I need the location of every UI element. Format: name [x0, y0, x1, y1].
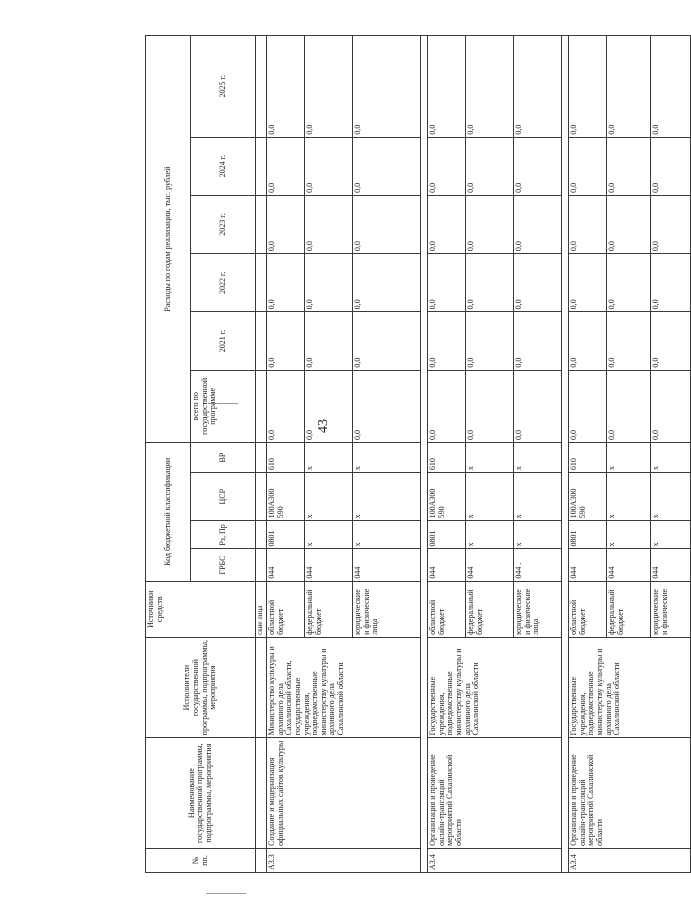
header-csr: ЦСР — [191, 473, 256, 521]
header-total: всего по государственной программе — [191, 370, 256, 442]
executor-cell: Министерство культуры и архивного дела Сахалинской области, государственные учреждения, подведомственные министерству культуры и архивного дела Сахалинской области — [267, 637, 421, 737]
source-cell: федеральный бюджет — [607, 581, 651, 637]
y2021-cell: 0,0 — [466, 312, 514, 370]
csr-cell: 100А300 590 — [267, 473, 305, 521]
header-source: Источники средств — [146, 581, 256, 637]
y2023-cell: 0,0 — [514, 195, 562, 253]
header-name: Наименование государственной программы, подпрограммы, мероприятия — [146, 738, 256, 849]
header-expenses: Расходы по годам реализации, тыс. рублей — [146, 36, 191, 443]
vr-cell: х — [466, 442, 514, 472]
y2023-cell: 0,0 — [305, 195, 353, 253]
grbs-cell: 044 — [267, 549, 305, 581]
csr-cell: х — [651, 473, 691, 521]
y2022-cell: 0,0 — [267, 254, 305, 312]
table-row — [267, 36, 305, 873]
source-cell: федеральный бюджет — [466, 581, 514, 637]
y2021-cell: 0,0 — [353, 312, 421, 370]
vr-cell: х — [514, 442, 562, 472]
carryover-source: ские лица — [256, 581, 267, 637]
page-number: 43 — [316, 419, 331, 433]
total-cell: 0,0 — [569, 370, 607, 442]
rzpr-cell: х — [651, 521, 691, 549]
source-cell: юридические и физические — [651, 581, 691, 637]
y2025-cell: 0,0 — [569, 36, 607, 138]
table-row — [569, 36, 607, 873]
source-cell: областной бюджет — [569, 581, 607, 637]
source-cell: юридические и физические лица — [353, 581, 421, 637]
y2022-cell: 0,0 — [466, 254, 514, 312]
y2021-cell: 0,0 — [514, 312, 562, 370]
grbs-cell: 044 — [607, 549, 651, 581]
row-number: А3.3 — [267, 848, 421, 872]
scan-line-bottom — [206, 893, 246, 894]
measure-name: Организация и проведение онлайн-трансляций мероприятий Сахалинской области — [569, 738, 691, 849]
header-year-2024: 2024 г. — [191, 137, 256, 195]
csr-cell: х — [353, 473, 421, 521]
rzpr-cell: 0801 — [267, 521, 305, 549]
y2024-cell: 0,0 — [514, 137, 562, 195]
header-year-2022: 2022 г. — [191, 254, 256, 312]
y2021-cell: 0,0 — [651, 312, 691, 370]
y2021-cell: 0,0 — [607, 312, 651, 370]
y2025-cell: 0,0 — [651, 36, 691, 138]
y2025-cell: 0,0 — [466, 36, 514, 138]
y2023-cell: 0,0 — [466, 195, 514, 253]
grbs-cell: 044 . — [514, 549, 562, 581]
y2021-cell: 0,0 — [305, 312, 353, 370]
total-cell: 0,0 — [607, 370, 651, 442]
rzpr-cell: х — [305, 521, 353, 549]
y2024-cell: 0,0 — [353, 137, 421, 195]
total-cell: 0,0 — [466, 370, 514, 442]
y2025-cell: 0,0 — [514, 36, 562, 138]
y2024-cell: 0,0 — [569, 137, 607, 195]
rzpr-cell: х — [607, 521, 651, 549]
y2022-cell: 0,0 — [353, 254, 421, 312]
measure-name: Создание и модернизация официальных сайтов культуры — [267, 738, 421, 849]
header-grbs: ГРБС — [191, 549, 256, 581]
y2022-cell: 0,0 — [569, 254, 607, 312]
vr-cell: х — [607, 442, 651, 472]
csr-cell: х — [305, 473, 353, 521]
y2023-cell: 0,0 — [267, 195, 305, 253]
executor-cell: Государственные учреждения, подведомственные министерству культуры и архивного дела Сахалинской области — [569, 637, 691, 737]
csr-cell: 100А300 590 — [428, 473, 466, 521]
rzpr-cell: х — [514, 521, 562, 549]
grbs-cell: 044 — [305, 549, 353, 581]
y2023-cell: 0,0 — [428, 195, 466, 253]
total-cell: 0,0 — [267, 370, 305, 442]
row-number: А3.4 — [569, 848, 691, 872]
rotated-table-container — [145, 35, 669, 873]
rzpr-cell: х — [353, 521, 421, 549]
grbs-cell: 044 — [353, 549, 421, 581]
y2024-cell: 0,0 — [267, 137, 305, 195]
total-cell: 0,0 — [353, 370, 421, 442]
y2024-cell: 0,0 — [607, 137, 651, 195]
vr-cell: 610 — [267, 442, 305, 472]
header-executor: Исполнители государственной программы, подпрограммы, мероприятия — [146, 637, 256, 737]
y2022-cell: 0,0 — [305, 254, 353, 312]
vr-cell: 610 — [569, 442, 607, 472]
grbs-cell: 044 — [569, 549, 607, 581]
y2024-cell: 0,0 — [428, 137, 466, 195]
vr-cell: х — [353, 442, 421, 472]
budget-table — [145, 35, 691, 873]
header-no: № пп. — [146, 848, 256, 872]
y2021-cell: 0,0 — [569, 312, 607, 370]
y2023-cell: 0,0 — [651, 195, 691, 253]
source-cell: областной бюджет — [428, 581, 466, 637]
source-cell: федеральный бюджет — [305, 581, 353, 637]
y2022-cell: 0,0 — [428, 254, 466, 312]
csr-cell: 100А300 590 — [569, 473, 607, 521]
header-year-2021: 2021 г. — [191, 312, 256, 370]
y2024-cell: 0,0 — [305, 137, 353, 195]
table-row — [428, 36, 466, 873]
y2021-cell: 0,0 — [267, 312, 305, 370]
y2023-cell: 0,0 — [607, 195, 651, 253]
y2022-cell: 0,0 — [607, 254, 651, 312]
grbs-cell: 044 — [466, 549, 514, 581]
total-cell: 0,0 — [305, 370, 353, 442]
vr-cell: х — [651, 442, 691, 472]
total-cell: 0,0 — [428, 370, 466, 442]
total-cell: 0,0 — [651, 370, 691, 442]
row-number: А3.4 — [428, 848, 562, 872]
header-year-2023: 2023 г. — [191, 195, 256, 253]
vr-cell: х — [305, 442, 353, 472]
y2022-cell: 0,0 — [514, 254, 562, 312]
header-rzpr: Рз, Пр — [191, 521, 256, 549]
header-budget-class: Код бюджетной классификации — [146, 442, 191, 581]
y2025-cell: 0,0 — [607, 36, 651, 138]
y2021-cell: 0,0 — [428, 312, 466, 370]
y2024-cell: 0,0 — [651, 137, 691, 195]
total-cell: 0,0 — [514, 370, 562, 442]
rzpr-cell: 0801 — [428, 521, 466, 549]
source-cell: областной бюджет — [267, 581, 305, 637]
y2025-cell: 0,0 — [353, 36, 421, 138]
rzpr-cell: х — [466, 521, 514, 549]
rzpr-cell: 0801 — [569, 521, 607, 549]
header-year-2025: 2025 г. — [191, 36, 256, 138]
y2023-cell: 0,0 — [569, 195, 607, 253]
header-vr: ВР — [191, 442, 256, 472]
executor-cell: Государственные учреждения, подведомственные министерству культуры и архивного дела Сахалинской области — [428, 637, 562, 737]
y2025-cell: 0,0 — [267, 36, 305, 138]
y2025-cell: 0,0 — [305, 36, 353, 138]
source-cell: юридические и физические лица — [514, 581, 562, 637]
csr-cell: х — [466, 473, 514, 521]
grbs-cell: 044 — [651, 549, 691, 581]
y2022-cell: 0,0 — [651, 254, 691, 312]
csr-cell: х — [514, 473, 562, 521]
measure-name: Организация и проведение онлайн-трансляций мероприятий Сахалинской области — [428, 738, 562, 849]
y2023-cell: 0,0 — [353, 195, 421, 253]
grbs-cell: 044 — [428, 549, 466, 581]
vr-cell: 610 — [428, 442, 466, 472]
y2024-cell: 0,0 — [466, 137, 514, 195]
y2025-cell: 0,0 — [428, 36, 466, 138]
csr-cell: х — [607, 473, 651, 521]
